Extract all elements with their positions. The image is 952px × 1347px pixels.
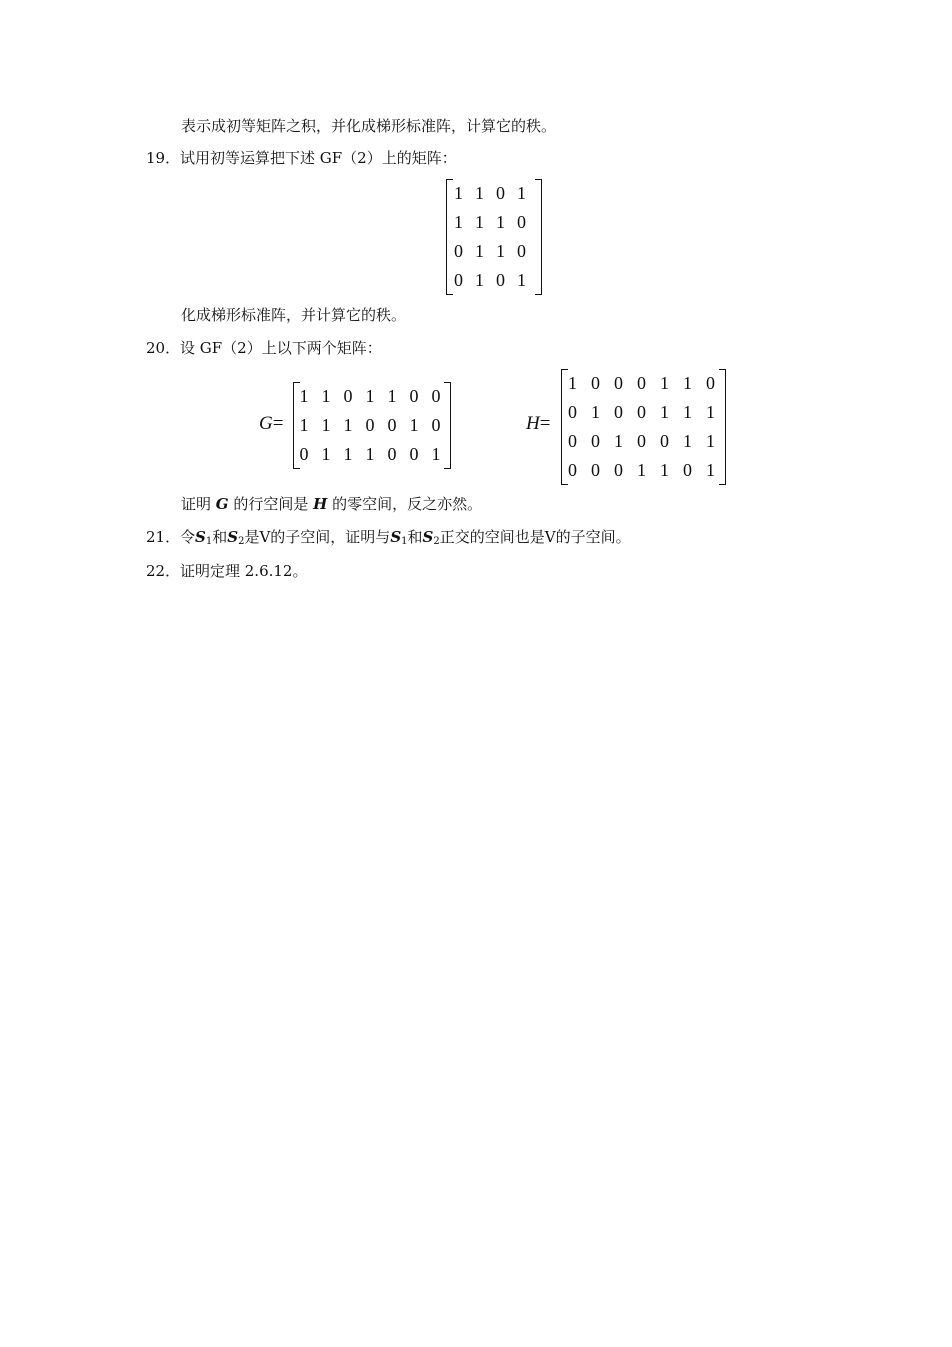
problem-22-number: 22． <box>146 562 181 580</box>
matrix-row <box>561 456 722 485</box>
matrix-entry: 0 <box>614 373 623 393</box>
matrix-entry: 0 <box>591 431 600 451</box>
matrix-entry: 0 <box>496 270 505 290</box>
matrix-entry: 0 <box>614 460 623 480</box>
problem-21 <box>146 527 631 552</box>
matrix-row <box>448 237 532 266</box>
matrix-entry: 1 <box>660 373 669 393</box>
matrix-entry: 1 <box>496 212 505 232</box>
problem-19-number: 19． <box>146 149 181 167</box>
matrix-entry: 1 <box>660 460 669 480</box>
problem-20-text-a: 证明 <box>181 495 216 513</box>
subscript-2: 2 <box>238 536 245 547</box>
matrix-g-left-bracket <box>293 382 300 469</box>
matrix-entry: 1 <box>475 183 484 203</box>
matrix-entry: 1 <box>591 402 600 422</box>
matrix-g-label <box>259 413 283 435</box>
problem-20-text-b: 的行空间是 <box>228 495 314 513</box>
matrix-h-right-bracket <box>719 369 726 485</box>
symbol-s1: S <box>390 528 402 546</box>
matrix-entry: 0 <box>614 402 623 422</box>
problem-21-text-a: 令 <box>180 528 196 546</box>
problem-20-text-c: 的零空间，反之亦然。 <box>327 495 483 513</box>
problem-22-text: 证明定理 2.6.12。 <box>180 562 308 580</box>
and-text: 和 <box>407 528 423 546</box>
matrix-entry: 1 <box>517 270 526 290</box>
subscript-2: 2 <box>433 536 440 547</box>
matrix-entry: 1 <box>321 444 331 464</box>
symbol-s2: S <box>227 528 239 546</box>
matrix-entry: 1 <box>496 241 505 261</box>
equals-sign: = <box>272 413 284 434</box>
matrix-entry: 1 <box>321 415 331 435</box>
intro-line <box>181 116 556 136</box>
matrix-entry: 1 <box>409 415 419 435</box>
matrix-entry: 0 <box>568 431 577 451</box>
problem-21-text-b: 是V的子空间，证明与 <box>244 528 391 546</box>
matrix-entry: 0 <box>637 431 646 451</box>
matrix-entry: 0 <box>454 241 463 261</box>
matrix-row <box>448 266 532 295</box>
matrix-entry: 1 <box>568 373 577 393</box>
symbol-g: G <box>215 495 229 513</box>
problem-19-continuation <box>181 305 406 325</box>
matrix-entry: 0 <box>637 373 646 393</box>
matrix-entry: 0 <box>706 373 715 393</box>
matrix-a-left-bracket <box>446 179 453 295</box>
matrix-entry: 1 <box>475 212 484 232</box>
matrix-g <box>293 382 451 469</box>
matrix-entry: 0 <box>591 373 600 393</box>
subscript-1: 1 <box>205 536 213 547</box>
matrix-entry: 0 <box>431 386 441 406</box>
intro-text: 表示成初等矩阵之积，并化成梯形标准阵，计算它的秩。 <box>181 117 557 135</box>
matrix-row <box>293 440 447 469</box>
matrix-entry: 0 <box>409 386 419 406</box>
matrix-entry: 0 <box>637 402 646 422</box>
matrix-entry: 0 <box>568 460 577 480</box>
matrix-entry: 0 <box>387 415 397 435</box>
problem-21-number: 21． <box>146 528 181 546</box>
matrix-row <box>561 369 722 398</box>
matrix-entry: 1 <box>614 431 623 451</box>
matrix-entry: 1 <box>683 431 692 451</box>
equals-sign: = <box>539 413 551 434</box>
problem-22 <box>146 561 307 581</box>
symbol-s2: S <box>422 528 434 546</box>
problem-21-text-c: 正交的空间也是V的子空间。 <box>439 528 631 546</box>
matrix-entry: 0 <box>496 183 505 203</box>
subscript-1: 1 <box>401 536 408 547</box>
problem-20 <box>146 338 382 358</box>
matrix-entry: 1 <box>660 402 669 422</box>
problem-19-text: 试用初等运算把下述 GF（2）上的矩阵： <box>180 149 457 167</box>
matrix-entry: 1 <box>517 183 526 203</box>
matrix-entry: 0 <box>409 444 419 464</box>
problem-19 <box>146 148 457 168</box>
symbol-s1: S <box>195 528 206 546</box>
matrix-h-label <box>526 413 550 435</box>
matrix-entry: 1 <box>343 444 353 464</box>
matrix-entry: 1 <box>299 386 309 406</box>
matrix-entry: 1 <box>683 402 692 422</box>
matrix-row <box>293 382 447 411</box>
matrix-entry: 0 <box>591 460 600 480</box>
problem-19-continuation-text: 化成梯形标准阵，并计算它的秩。 <box>181 306 407 324</box>
matrix-entry: 1 <box>365 386 375 406</box>
matrix-row <box>561 398 722 427</box>
matrix-entry: 1 <box>343 415 353 435</box>
matrix-entry: 0 <box>517 212 526 232</box>
matrix-a-right-bracket <box>535 179 542 295</box>
matrix-entry: 1 <box>706 402 715 422</box>
matrix-entry: 0 <box>299 444 309 464</box>
matrix-entry: 0 <box>365 415 375 435</box>
matrix-entry: 1 <box>431 444 441 464</box>
matrix-entry: 0 <box>683 460 692 480</box>
matrix-entry: 0 <box>431 415 441 435</box>
matrix-row <box>561 427 722 456</box>
symbol-h: H <box>313 495 328 513</box>
matrix-entry: 1 <box>706 431 715 451</box>
matrix-entry: 1 <box>299 415 309 435</box>
and-text: 和 <box>212 528 228 546</box>
matrix-entry: 0 <box>660 431 669 451</box>
matrix-h-left-bracket <box>561 369 568 485</box>
matrix-a <box>446 179 542 295</box>
problem-20-text: 设 GF（2）上以下两个矩阵： <box>180 339 382 357</box>
matrix-entry: 0 <box>568 402 577 422</box>
matrix-entry: 0 <box>387 444 397 464</box>
matrix-entry: 1 <box>454 183 463 203</box>
matrix-row <box>293 411 447 440</box>
matrix-row <box>448 179 532 208</box>
matrix-entry: 1 <box>706 460 715 480</box>
matrix-g-symbol: G <box>259 413 273 434</box>
matrix-g-right-bracket <box>444 382 451 469</box>
matrix-entry: 1 <box>637 460 646 480</box>
matrix-entry: 1 <box>475 241 484 261</box>
matrix-entry: 1 <box>683 373 692 393</box>
matrix-entry: 1 <box>387 386 397 406</box>
problem-20-continuation <box>181 494 482 514</box>
matrix-entry: 0 <box>517 241 526 261</box>
matrix-row <box>448 208 532 237</box>
matrix-entry: 1 <box>475 270 484 290</box>
matrix-entry: 0 <box>343 386 353 406</box>
matrix-entry: 1 <box>321 386 331 406</box>
matrix-h <box>561 369 726 485</box>
problem-20-number: 20． <box>146 339 181 357</box>
matrix-entry: 0 <box>454 270 463 290</box>
matrix-entry: 1 <box>365 444 375 464</box>
matrix-entry: 1 <box>454 212 463 232</box>
matrix-h-symbol: H <box>526 413 540 434</box>
